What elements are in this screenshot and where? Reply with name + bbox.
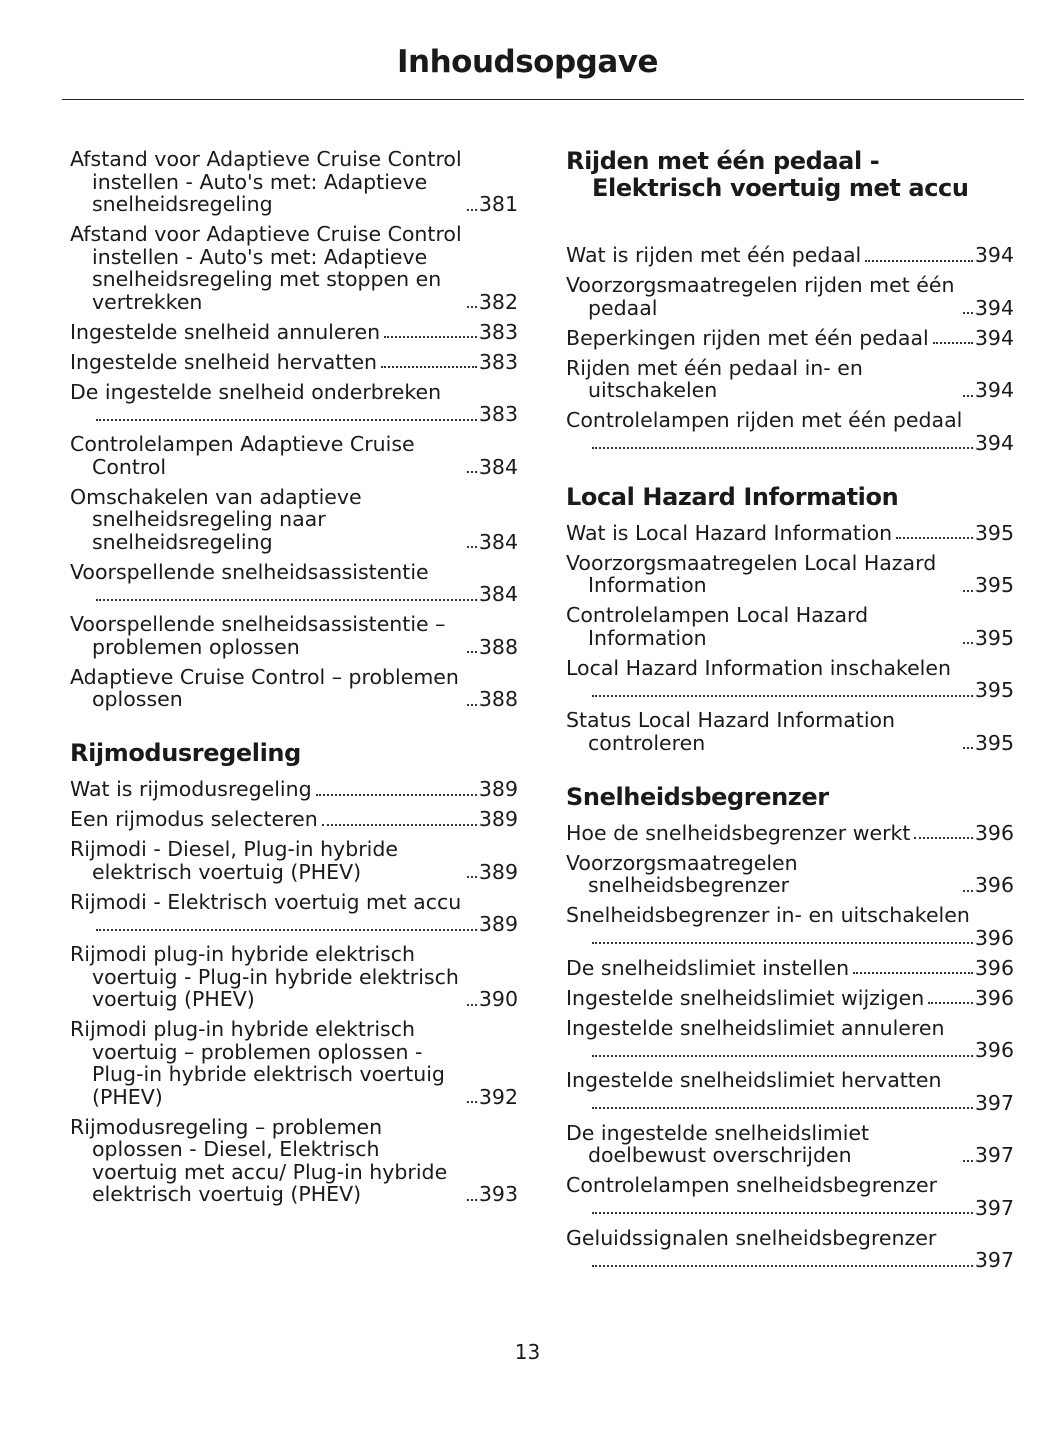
toc-entry[interactable] [566, 522, 1014, 545]
dot-leader [963, 395, 973, 397]
dot-leader [592, 942, 973, 944]
toc-entry[interactable] [70, 561, 518, 606]
toc-entry[interactable] [566, 1227, 1014, 1272]
toc-entry-page: 396 [974, 955, 1014, 980]
dot-leader [963, 312, 973, 314]
toc-entry-label: Controlelampen Adaptieve Cruise Control [70, 432, 415, 479]
dot-leader [963, 1160, 973, 1162]
toc-entry[interactable] [70, 351, 518, 374]
toc-entry-page: 383 [478, 402, 518, 426]
one-pedal-entry-list [566, 244, 1014, 454]
toc-entry-page: 388 [478, 687, 518, 711]
toc-entry-page: 384 [478, 454, 518, 479]
dot-leader [592, 447, 973, 449]
toc-entry-page: 389 [478, 777, 518, 801]
toc-entry-label: Ingestelde snelheidslimiet hervatten [566, 1068, 942, 1092]
toc-entry-label: Rijmodi - Diesel, Plug-in hybride elektrisch voertuig (PHEV) [70, 837, 398, 884]
dot-leader [592, 1212, 973, 1214]
toc-entry[interactable] [70, 891, 518, 936]
toc-entry[interactable] [566, 709, 1014, 754]
heading-line-2: Elektrisch voertuig met accu [592, 174, 969, 202]
toc-entry-page: 397 [974, 1195, 1014, 1220]
acc-entry-list [70, 148, 518, 711]
toc-entry[interactable] [566, 987, 1014, 1010]
dot-leader [592, 1107, 973, 1109]
toc-entry-page: 383 [478, 349, 518, 374]
toc-entry-label: De snelheidslimiet instellen [566, 955, 850, 980]
toc-entry[interactable] [70, 148, 518, 216]
dot-leader [322, 824, 477, 826]
toc-entry[interactable] [70, 321, 518, 344]
dot-leader [96, 599, 477, 601]
toc-entry-label: Voorzorgsmaatregelen rijden met één pedaal [566, 273, 955, 320]
toc-entry-page: 390 [478, 987, 518, 1011]
dot-leader [467, 306, 477, 308]
dot-leader [592, 1265, 973, 1267]
dot-leader [865, 260, 973, 262]
toc-entry[interactable] [566, 409, 1014, 454]
toc-entry-page: 382 [478, 289, 518, 314]
toc-entry-page: 396 [974, 873, 1014, 897]
toc-entry[interactable] [566, 1069, 1014, 1114]
toc-entry-page: 394 [974, 430, 1014, 455]
dot-leader [467, 471, 477, 473]
toc-entry-page: 395 [974, 520, 1014, 545]
dot-leader [467, 209, 477, 211]
section-heading-local-hazard: Local Hazard Information [566, 482, 899, 511]
toc-entry-label: Ingestelde snelheid annuleren [70, 319, 381, 344]
toc-entry-label: Ingestelde snelheid hervatten [70, 349, 378, 374]
dot-leader [592, 1055, 973, 1057]
dot-leader [316, 794, 477, 796]
toc-entry[interactable] [566, 604, 1014, 649]
toc-entry-label: Controlelampen rijden met één pedaal [566, 408, 963, 432]
dot-leader [96, 929, 477, 931]
toc-entry-label: Controlelampen snelheidsbegrenzer [566, 1173, 938, 1197]
toc-entry-page: 394 [974, 325, 1014, 350]
toc-entry[interactable] [566, 327, 1014, 350]
toc-entry-page: 396 [974, 925, 1014, 950]
toc-entry-label: Ingestelde snelheidslimiet wijzigen [566, 985, 925, 1010]
toc-entry-label: Rijmodi plug-in hybride elektrisch voertuig - Plug-in hybride elektrisch voertuig (PHEV) [70, 942, 459, 1011]
dot-leader [467, 876, 477, 878]
toc-entry-label: Voorzorgsmaatregelen snelheidsbegrenzer [566, 850, 798, 897]
toc-entry-label: Afstand voor Adaptieve Cruise Control instellen - Auto's met: Adaptieve snelheidsregeling [70, 147, 462, 216]
toc-entry[interactable] [566, 1174, 1014, 1219]
toc-entry[interactable] [70, 486, 518, 554]
section-heading-rijmodusregeling: Rijmodusregeling [70, 739, 301, 767]
toc-entry-label: Omschakelen van adaptieve snelheidsregeling naar snelheidsregeling [70, 484, 362, 554]
toc-entry-label: Hoe de snelheidsbegrenzer werkt [566, 820, 911, 845]
toc-entry-page: 389 [478, 807, 518, 831]
toc-left-column [70, 148, 518, 1213]
toc-entry-page: 396 [974, 820, 1014, 845]
toc-entry[interactable] [566, 904, 1014, 949]
toc-entry-page: 394 [974, 378, 1014, 402]
toc-entry[interactable] [70, 223, 518, 313]
toc-entry-page: 392 [478, 1084, 518, 1109]
rijmodus-entry-list [70, 778, 518, 1206]
toc-entry-label: Local Hazard Information inschakelen [566, 655, 951, 680]
toc-entry-page: 384 [478, 529, 518, 554]
dot-leader [384, 336, 477, 338]
toc-entry-page: 396 [974, 985, 1014, 1010]
toc-entry[interactable] [566, 552, 1014, 597]
toc-entry[interactable] [566, 657, 1014, 702]
dot-leader [467, 704, 477, 706]
toc-entry-label: Rijden met één pedaal in- en uitschakelen [566, 355, 863, 402]
toc-entry[interactable] [566, 357, 1014, 402]
toc-entry-label: Wat is rijden met één pedaal [566, 243, 862, 267]
toc-entry[interactable] [70, 943, 518, 1011]
toc-entry-label: Rijmodusregeling – problemen oplossen - Diesel, Elektrisch voertuig met accu/ Plug-in hybride elektrisch voertuig (PHEV) [70, 1114, 448, 1206]
toc-entry-label: Voorspellende snelheidsassistentie – problemen oplossen [70, 612, 446, 659]
toc-entry-page: 381 [478, 192, 518, 216]
toc-entry[interactable] [70, 1116, 518, 1206]
toc-entry-label: De ingestelde snelheid onderbreken [70, 379, 442, 404]
toc-entry[interactable] [566, 244, 1014, 267]
toc-entry-page: 383 [478, 319, 518, 344]
dot-leader [592, 695, 973, 697]
toc-entry-label: Geluidssignalen snelheidsbegrenzer [566, 1225, 937, 1250]
title-divider [62, 99, 1024, 100]
toc-entry[interactable] [70, 433, 518, 478]
toc-entry-page: 394 [974, 243, 1014, 267]
toc-entry-page: 393 [478, 1182, 518, 1206]
toc-entry[interactable] [70, 613, 518, 658]
toc-entry-page: 389 [478, 859, 518, 884]
toc-entry[interactable] [566, 957, 1014, 980]
dot-leader [381, 366, 477, 368]
toc-entry-label: Voorspellende snelheidsassistentie [70, 559, 429, 584]
dot-leader [963, 642, 973, 644]
toc-entry-label: De ingestelde snelheidslimiet doelbewust overschrijden [566, 1120, 870, 1167]
toc-entry-page: 395 [974, 678, 1014, 702]
dot-leader [963, 590, 973, 592]
toc-entry-label: Een rijmodus selecteren [70, 807, 318, 831]
dot-leader [467, 1004, 477, 1006]
toc-entry[interactable] [566, 1017, 1014, 1062]
toc-entry[interactable] [70, 666, 518, 711]
toc-entry[interactable] [70, 808, 518, 831]
dot-leader [896, 537, 973, 539]
toc-entry-label: Adaptieve Cruise Control – problemen oplossen [70, 664, 459, 711]
toc-entry-page: 396 [974, 1038, 1014, 1062]
toc-entry-page: 397 [974, 1248, 1014, 1272]
toc-entry[interactable] [566, 274, 1014, 319]
toc-entry-page: 395 [974, 573, 1014, 597]
toc-entry-label: Rijmodi plug-in hybride elektrisch voertuig – problemen oplossen - Plug-in hybride elektrisch voertuig (PHEV) [70, 1017, 445, 1109]
toc-entry-page: 395 [974, 625, 1014, 650]
toc-entry-label: Ingestelde snelheidslimiet annuleren [566, 1015, 945, 1040]
toc-entry-page: 384 [478, 582, 518, 606]
toc-entry[interactable] [70, 1018, 518, 1108]
toc-entry-label: Wat is rijmodusregeling [70, 777, 312, 801]
toc-right-column [566, 148, 1014, 1279]
toc-entry-label: Afstand voor Adaptieve Cruise Control instellen - Auto's met: Adaptieve snelheidsregeling met stoppen en vertrekken [70, 222, 462, 314]
toc-entry[interactable] [566, 822, 1014, 845]
toc-entry-label: Voorzorgsmaatregelen Local Hazard Information [566, 550, 937, 597]
page-number: 13 [514, 1340, 541, 1364]
toc-entry-label: Snelheidsbegrenzer in- en uitschakelen [566, 903, 970, 927]
dot-leader [853, 972, 973, 974]
dot-leader [933, 342, 973, 344]
dot-leader [96, 419, 477, 421]
toc-entry[interactable] [70, 838, 518, 883]
hazard-entry-list [566, 522, 1014, 755]
toc-entry-page: 389 [478, 912, 518, 936]
toc-entry[interactable] [70, 381, 518, 426]
dot-leader [914, 837, 972, 839]
dot-leader [928, 1002, 973, 1004]
toc-entry-page: 394 [974, 295, 1014, 320]
dot-leader [467, 546, 477, 548]
toc-entry[interactable] [566, 1122, 1014, 1167]
limiter-entry-list [566, 822, 1014, 1272]
dot-leader [963, 747, 973, 749]
toc-entry-label: Rijmodi - Elektrisch voertuig met accu [70, 889, 462, 914]
toc-entry-page: 395 [974, 730, 1014, 755]
toc-entry-page: 397 [974, 1090, 1014, 1115]
toc-entry-label: Status Local Hazard Information controleren [566, 708, 896, 755]
toc-entry-label: Controlelampen Local Hazard Information [566, 603, 869, 650]
toc-entry[interactable] [566, 852, 1014, 897]
toc-entry-page: 397 [974, 1143, 1014, 1167]
toc-entry-label: Wat is Local Hazard Information [566, 520, 893, 545]
toc-entry[interactable] [70, 778, 518, 801]
page-title: Inhoudsopgave [396, 44, 658, 80]
toc-entry-page: 388 [478, 634, 518, 659]
dot-leader [963, 890, 973, 892]
section-heading-snelheidsbegrenzer: Snelheidsbegrenzer [566, 782, 829, 811]
section-heading-one-pedal [566, 148, 1014, 202]
dot-leader [467, 651, 477, 653]
heading-line-1: Rijden met één pedaal - [566, 147, 880, 175]
dot-leader [467, 1101, 477, 1103]
toc-entry-label: Beperkingen rijden met één pedaal [566, 325, 929, 350]
dot-leader [467, 1199, 477, 1201]
